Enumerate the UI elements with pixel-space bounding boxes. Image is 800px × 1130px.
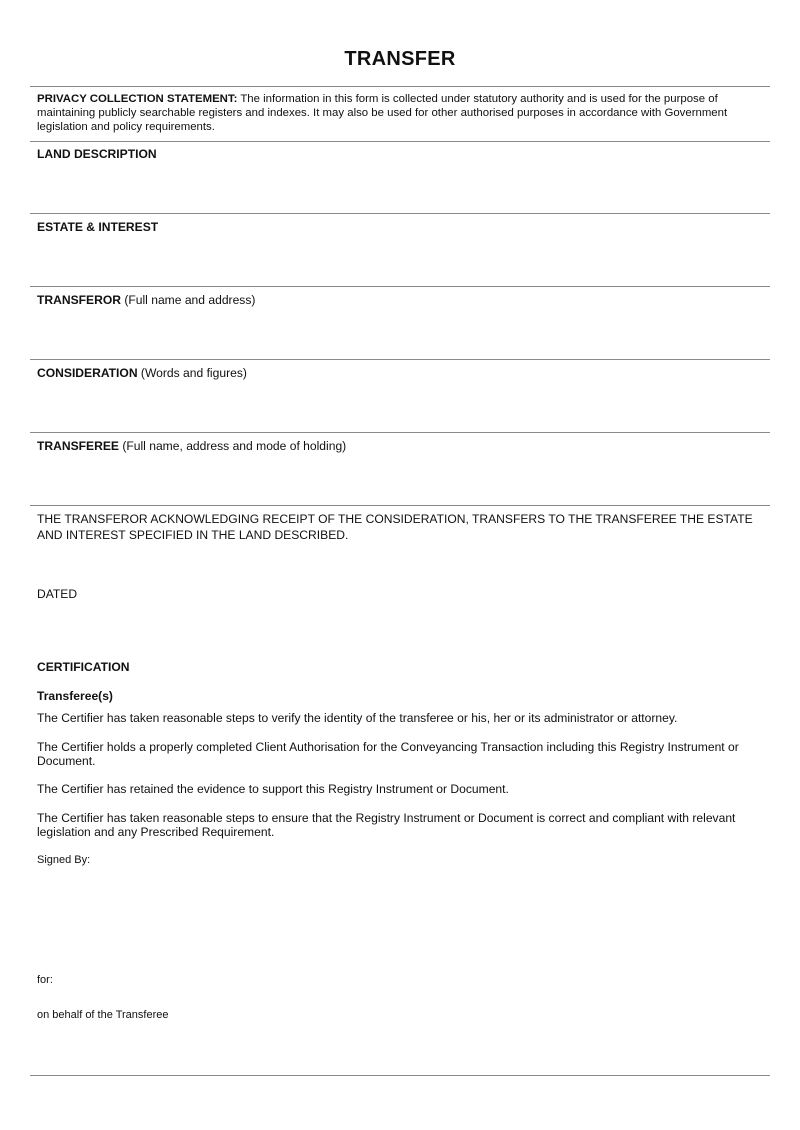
form-title: TRANSFER bbox=[344, 48, 456, 70]
divider bbox=[30, 86, 770, 87]
land-description-section bbox=[37, 147, 757, 161]
certification-statement: The Certifier has taken reasonable steps to verify the identity of the transferee or his, her or its administrator or attorney. bbox=[37, 711, 678, 725]
divider bbox=[30, 505, 770, 506]
estate-interest-section bbox=[37, 220, 757, 234]
transferor-section bbox=[37, 293, 757, 307]
transferee-section bbox=[37, 439, 757, 453]
divider bbox=[30, 213, 770, 214]
divider bbox=[30, 359, 770, 360]
consideration-note: (Words and figures) bbox=[137, 366, 247, 380]
certification-statement: The Certifier holds a properly completed Client Authorisation for the Conveyancing Transaction including this Registry Instrument or Document. bbox=[37, 740, 739, 769]
divider bbox=[30, 286, 770, 287]
transferee-note: (Full name, address and mode of holding) bbox=[118, 439, 347, 453]
certification-statement: The Certifier has retained the evidence to support this Registry Instrument or Document. bbox=[37, 782, 509, 796]
on-behalf-label: on behalf of the Transferee bbox=[37, 1009, 169, 1021]
privacy-heading: PRIVACY COLLECTION STATEMENT: bbox=[37, 93, 238, 105]
certification-statement: The Certifier has taken reasonable steps to ensure that the Registry Instrument or Document is correct and compliant with relevant legislation and any Prescribed Requirement. bbox=[37, 811, 736, 840]
consideration-label: CONSIDERATION bbox=[37, 366, 138, 380]
consideration-section bbox=[37, 366, 757, 380]
divider bbox=[30, 432, 770, 433]
certification-heading: CERTIFICATION bbox=[37, 660, 130, 674]
divider bbox=[30, 141, 770, 142]
transferor-label: TRANSFEROR bbox=[37, 293, 121, 307]
signed-by-label: Signed By: bbox=[37, 854, 91, 866]
certification-subheading: Transferee(s) bbox=[37, 689, 113, 703]
dated-label: DATED bbox=[37, 587, 78, 601]
estate-interest-label: ESTATE & INTEREST bbox=[37, 220, 159, 234]
transferee-label: TRANSFEREE bbox=[37, 439, 119, 453]
privacy-text: The information in this form is collected under statutory authority and is used for the purpose of maintaining publicly searchable registers and indexes. It may also be used for other authorised purposes in accordance with Government legislation and policy requirements. bbox=[37, 93, 728, 133]
divider bbox=[30, 1075, 770, 1076]
land-description-label: LAND DESCRIPTION bbox=[37, 147, 157, 161]
for-label: for: bbox=[37, 974, 53, 986]
privacy-statement bbox=[37, 92, 757, 134]
transferor-note: (Full name and address) bbox=[120, 293, 256, 307]
acknowledgement-text: THE TRANSFEROR ACKNOWLEDGING RECEIPT OF THE CONSIDERATION, TRANSFERS TO THE TRANSFEREE THE ESTATE AND INTEREST SPECIFIED IN THE LAND DESCRIBED. bbox=[37, 512, 753, 542]
